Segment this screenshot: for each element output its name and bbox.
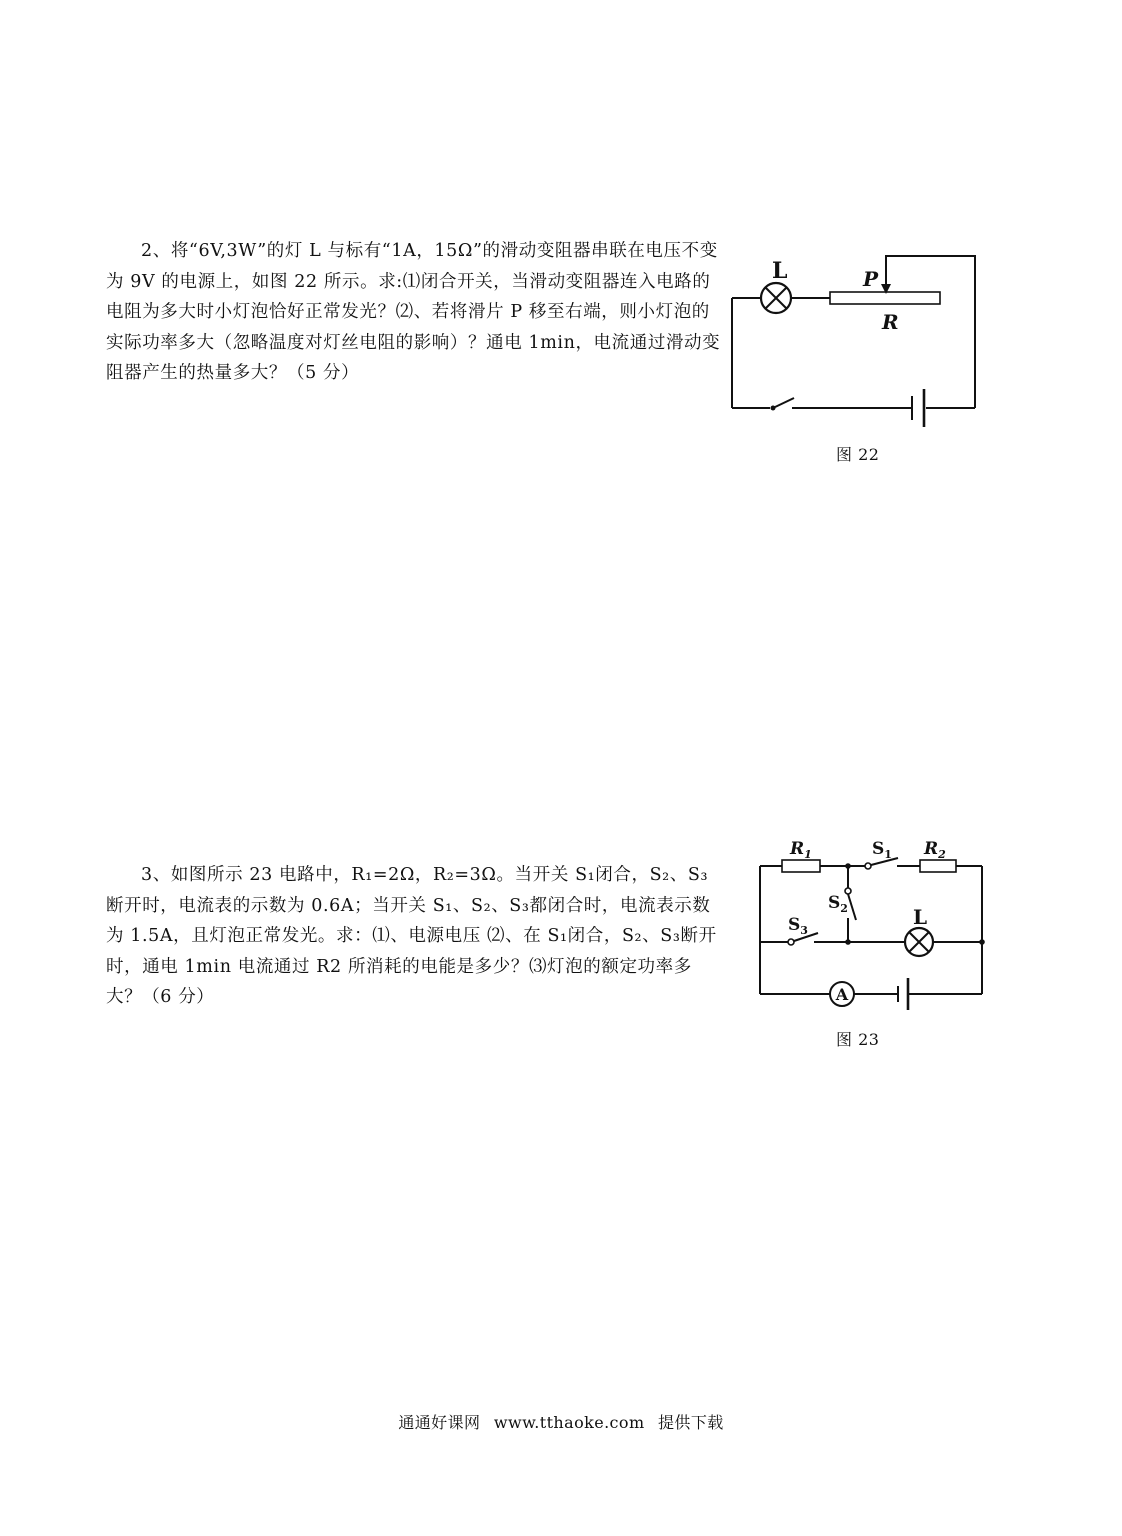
lamp-label: L [913,905,928,929]
problem-3 [106,860,726,1013]
lamp-icon [905,928,933,956]
s1-label: $S_1$ [872,839,892,861]
battery-icon [898,978,908,1010]
lamp-icon [761,283,791,313]
problem-3-text: 3、如图所示 23 电路中，R₁=2Ω，R₂=3Ω。当开关 S₁闭合，S₂、S₃断开时，电流表的示数为 0.6A；当开关 S₁、S₂、S₃都闭合时，电流表示数为 1.5A，且灯泡正常发光。求：⑴、电源电压 ⑵、在 S₁闭合，S₂、S₃断开时，通电 1min 电流通过 R2 所消耗的电能是多少？⑶灯泡的额定功率多大？（6 分） [106,865,717,1007]
footer-suffix: 提供下载 [658,1413,724,1432]
lamp-label: L [772,258,788,284]
figure-22-caption: 图 22 [836,445,880,464]
footer-url[interactable]: www.tthaoke.com [493,1413,645,1432]
page-footer [0,1410,1122,1433]
slider-label: P [863,267,879,291]
switch-icon [771,398,795,411]
problem-2-text: 2、将“6V,3W”的灯 L 与标有“1A，15Ω”的滑动变阻器串联在电压不变为 9V 的电源上，如图 22 所示。求:⑴闭合开关，当滑动变阻器连入电路的电阻为多大时小灯泡恰好正常发光？⑵、若将滑片 P 移至右端，则小灯泡的实际功率多大（忽略温度对灯丝电阻的影响）？通电 1min，电流通过滑动变阻器产生的热量多大？（5 分） [106,241,721,383]
figure-23-caption: 图 23 [836,1030,880,1049]
circuit-diagram-23 [752,836,992,1008]
ammeter-label: A [835,985,849,1004]
r2-label: $R_2$ [924,839,946,861]
circuit-diagram-22 [712,248,982,438]
switch-s1-icon [865,858,898,869]
r1-label: $R_1$ [790,839,812,861]
problem-2 [106,236,726,389]
s2-label: $S_2$ [828,893,848,915]
s3-label: $S_3$ [788,915,808,937]
footer-site-name: 通通好课网 [398,1413,481,1432]
resistor-label: R [882,310,899,334]
ammeter-icon [830,982,854,1006]
battery-icon [912,389,924,427]
